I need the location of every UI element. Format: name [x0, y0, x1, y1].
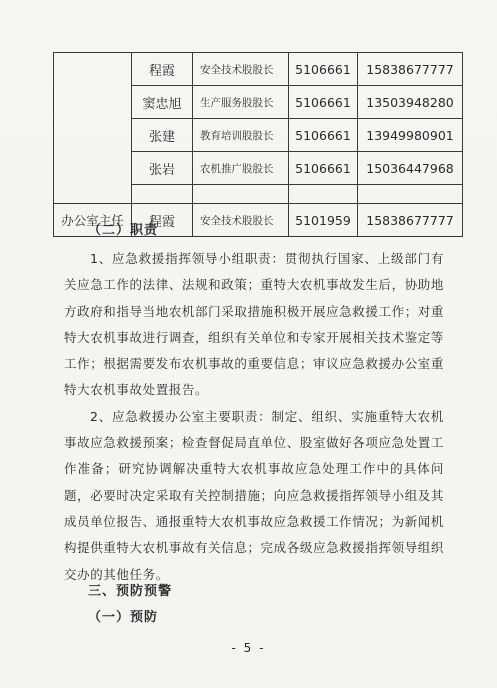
table-cell-title: 教育培训股股长 [193, 119, 289, 152]
table-cell-phone: 5106661 [289, 53, 358, 86]
subsection-heading-prevention: （一）预防 [88, 610, 159, 625]
table-cell-title: 安全技术股股长 [193, 53, 289, 86]
table-cell-phone: 5106661 [289, 119, 358, 152]
table-cell-title: 农机推广股股长 [193, 152, 289, 185]
table-cell-phone: 5101959 [289, 204, 358, 237]
table-cell-role: 办公室主任 [54, 204, 132, 237]
table-cell-name: 程霞 [132, 204, 193, 237]
section-heading-prevention-warning: 三、预防预警 [88, 584, 173, 599]
table-cell-mobile [358, 185, 463, 204]
table-cell-title: 安全技术股股长 [193, 204, 289, 237]
page-number: - 5 - [231, 641, 266, 655]
table-cell-phone: 5106661 [289, 152, 358, 185]
paragraph-office-duties: 2、应急救援办公室主要职责：制定、组织、实施重特大农机事故应急救援预案；检查督促局直单位、股室做好各项应急处置工作准备；研究协调解决重特大农机事故应急处理工作中的具体问题，必要时决定采取有关控制措施；向应急救援指挥领导小组及其成员单位报告、通报重特大农机事故应急救援工作情况；为新闻机构提供重特大农机事故有关信息；完成各级应急救援指挥领导组织交办的其他任务。 [64, 408, 444, 582]
table-cell-name [132, 185, 193, 204]
staff-contact-table [53, 52, 463, 237]
table-cell-mobile: 15838677777 [358, 53, 463, 86]
table-cell-title [193, 185, 289, 204]
table-row [54, 53, 463, 86]
table-cell-role [54, 53, 132, 204]
table-cell-mobile: 15036447968 [358, 152, 463, 185]
section-heading-duties: （二）职责 [88, 223, 159, 238]
staff-table-body [54, 53, 463, 237]
table-cell-name: 程霞 [132, 53, 193, 86]
table-cell-mobile: 13949980901 [358, 119, 463, 152]
table-cell-name: 窦忠旭 [132, 86, 193, 119]
table-cell-mobile: 15838677777 [358, 204, 463, 237]
table-cell-title: 生产服务股股长 [193, 86, 289, 119]
table-cell-mobile: 13503948280 [358, 86, 463, 119]
paragraph-leadership-duties: 1、应急救援指挥领导小组职责：贯彻执行国家、上级部门有关应急工作的法律、法规和政策；重特大农机事故发生后，协助地方政府和指导当地农机部门采取措施积极开展应急救援工作；对重特大农机事故进行调查，组织有关单位和专家开展相关技术鉴定等工作；根据需要发布农机事故的重要信息；审议应急救援办公室重特大农机事故处置报告。 [64, 251, 444, 398]
table-cell-name: 张岩 [132, 152, 193, 185]
table-cell-phone [289, 185, 358, 204]
duties-body [64, 246, 444, 588]
table-cell-phone: 5106661 [289, 86, 358, 119]
table-cell-name: 张建 [132, 119, 193, 152]
